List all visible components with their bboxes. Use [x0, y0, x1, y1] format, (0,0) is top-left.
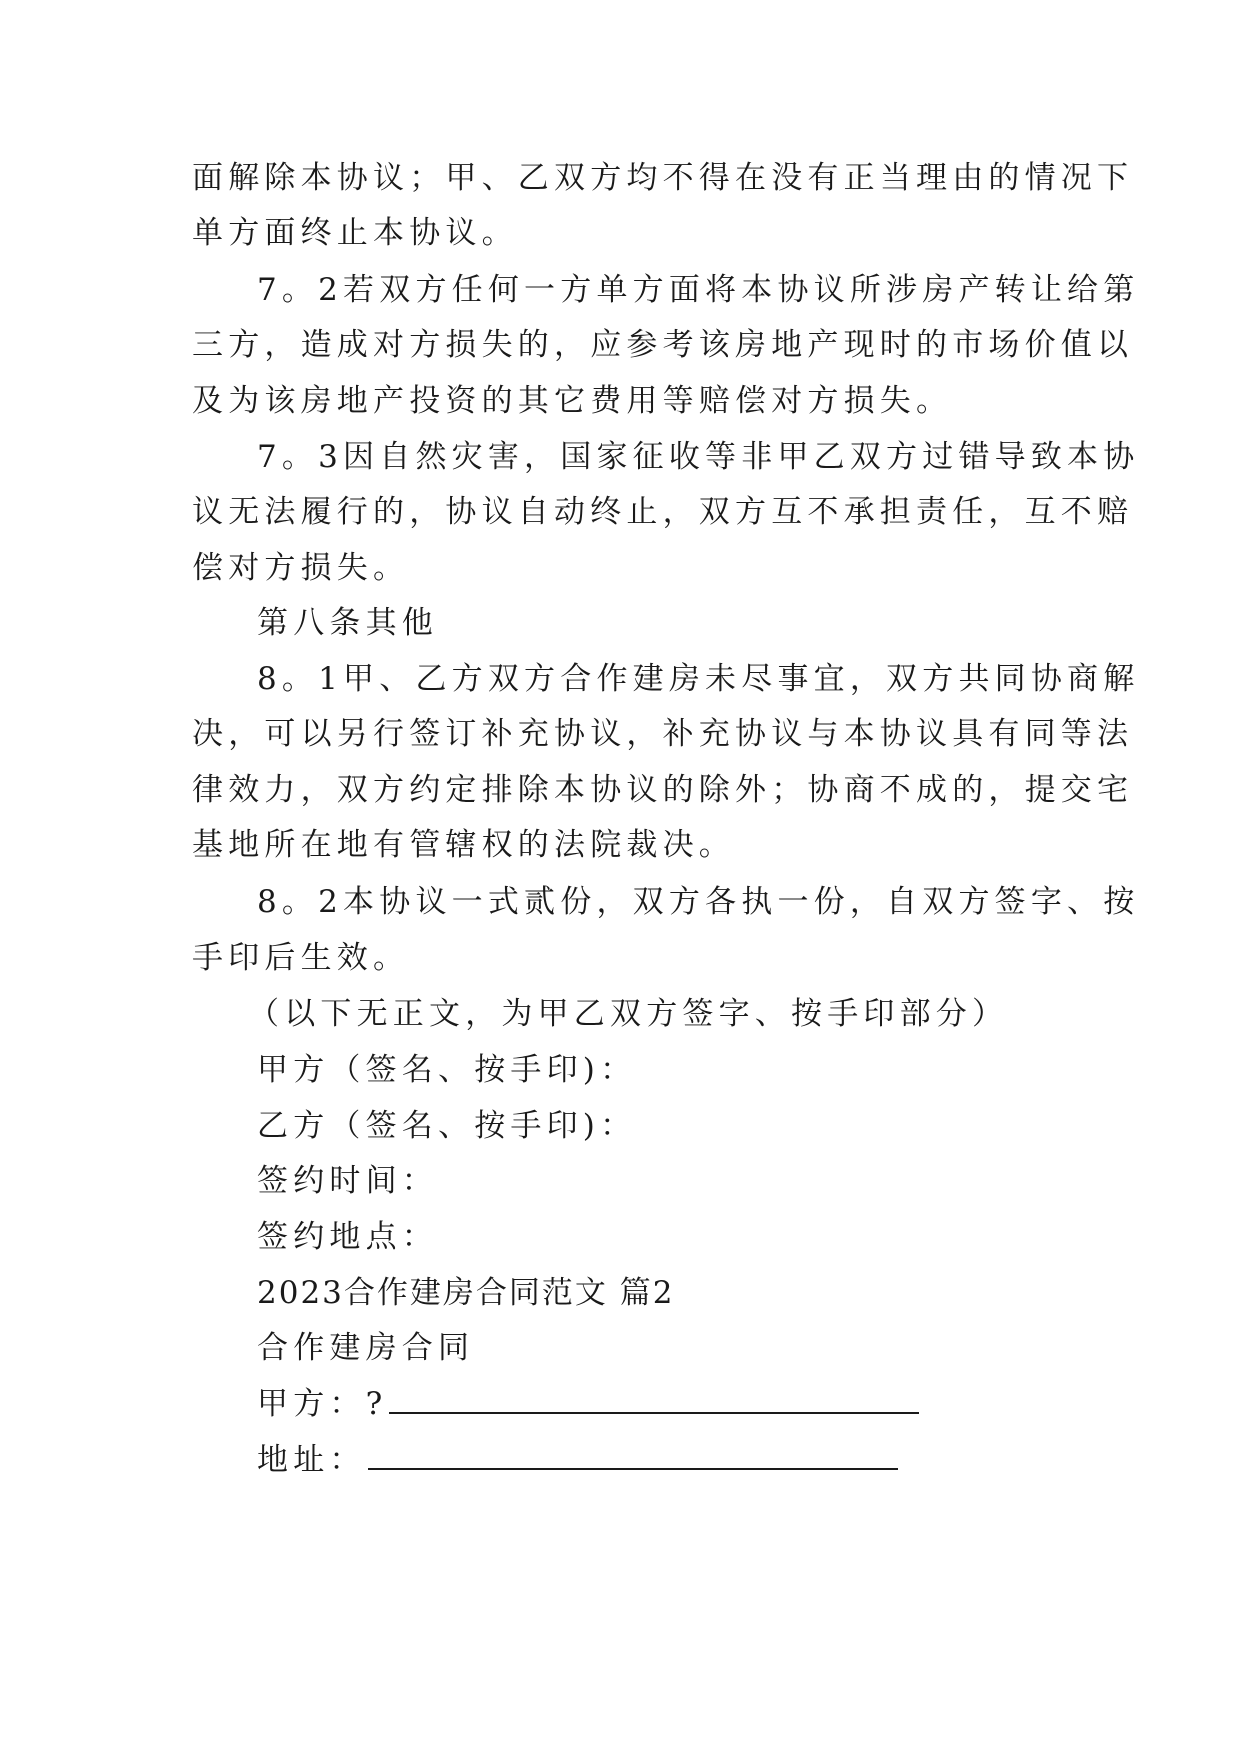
paragraph-line: 基地所在地有管辖权的法院裁决。: [192, 827, 735, 863]
paragraph-line: 手印后生效。: [192, 940, 410, 976]
paragraph-line: 决，可以另行签订补充协议，补充协议与本协议具有同等法: [192, 716, 1134, 752]
clause-7-3-line: 7。3因自然灾害，国家征收等非甲乙双方过错导致本协: [257, 439, 1140, 475]
address-field: [257, 1440, 1052, 1480]
paragraph-line: 律效力，双方约定排除本协议的除外；协商不成的，提交宅: [192, 772, 1134, 808]
signing-time-line: 签约时间：: [257, 1163, 438, 1199]
party-b-signature-line: 乙方（签名、按手印)：: [257, 1108, 637, 1144]
paragraph-line: 单方面终止本协议。: [192, 215, 518, 251]
clause-8-2-line: 8。2本协议一式贰份，双方各执一份，自双方签字、按: [257, 884, 1140, 920]
section-title: 2023合作建房合同范文 篇2: [257, 1275, 675, 1311]
party-a-blank: [389, 1406, 919, 1414]
signing-place-line: 签约地点：: [257, 1219, 438, 1255]
article-8-heading: 第八条其他: [257, 605, 438, 641]
paragraph-line: 面解除本协议；甲、乙双方均不得在没有正当理由的情况下: [192, 160, 1134, 196]
paragraph-line: 三方，造成对方损失的，应参考该房地产现时的市场价值以: [192, 327, 1134, 363]
clause-8-1-line: 8。1甲、乙方双方合作建房未尽事宜，双方共同协商解: [257, 661, 1140, 697]
party-a-signature-line: 甲方（签名、按手印)：: [257, 1052, 637, 1088]
party-a-field: [257, 1384, 1052, 1424]
clause-7-2-line: 7。2若双方任何一方单方面将本协议所涉房产转让给第: [257, 272, 1140, 308]
paragraph-line: 及为该房地产投资的其它费用等赔偿对方损失。: [192, 383, 953, 419]
paragraph-line: 偿对方损失。: [192, 550, 410, 586]
address-blank: [368, 1462, 898, 1470]
party-a-label: 甲方：?: [257, 1386, 388, 1422]
address-label: 地址：: [257, 1442, 366, 1478]
no-text-note: （以下无正文，为甲乙双方签字、按手印部分）: [248, 996, 1009, 1032]
paragraph-line: 议无法履行的，协议自动终止，双方互不承担责任，互不赔: [192, 494, 1134, 530]
contract-title: 合作建房合同: [257, 1330, 475, 1366]
